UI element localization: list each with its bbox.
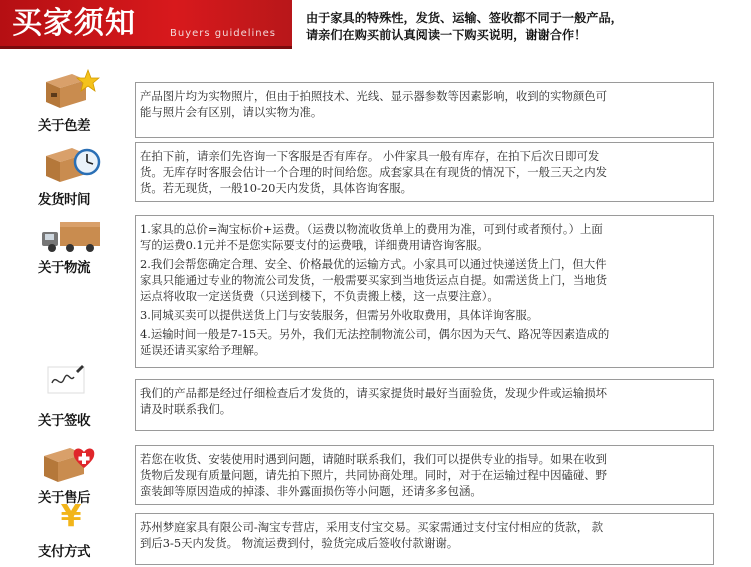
box-clock-icon <box>42 142 102 184</box>
section-label: 关于签收 <box>38 413 90 429</box>
section-label: 关于售后 <box>38 490 90 506</box>
text-line: 1.家具的总价=淘宝标价+运费。（运费以物流收货单上的费用为准，可到付或者预付。）上面 <box>140 222 603 236</box>
section-text-box <box>135 379 714 431</box>
yen-icon: ¥ <box>60 499 82 534</box>
box-cross-icon <box>40 442 100 484</box>
text-line: 家具只能通过专业的物流公司发货，一般需要买家到当地货运点自提。如需送货上门，当地货 <box>140 273 608 287</box>
text-line: 2.我们会帮您确定合理、安全、价格最优的运输方式。小家具可以通过快递送货上门，但大件 <box>140 257 607 271</box>
text-line: 3.同城买卖可以提供送货上门与安装服务，但需另外收取费用，具体详询客服。 <box>140 308 539 322</box>
section-label: 关于物流 <box>38 260 90 276</box>
section-label: 支付方式 <box>38 544 90 560</box>
section-text-box <box>135 445 714 505</box>
box-star-icon <box>42 68 100 110</box>
text-line: 请及时联系我们。 <box>140 402 232 416</box>
signature-icon <box>44 363 88 399</box>
header <box>0 0 751 48</box>
section-label: 关于色差 <box>38 118 90 134</box>
text-line: 货。若无现货，一般10-20天内发货，具体咨询客服。 <box>140 181 413 195</box>
section-text-box <box>135 82 714 138</box>
section-label: 发货时间 <box>38 192 90 208</box>
text-line: 写的运费0.1元并不是您实际要支付的运费哦，详细费用请咨询客服。 <box>140 238 489 252</box>
truck-icon <box>40 220 102 254</box>
text-line: 延误还请买家给予理解。 <box>140 343 266 357</box>
section-text-box <box>135 142 714 202</box>
text-line: 到后3-5天内发货。 物流运费到付，验货完成后签收付款谢谢。 <box>140 536 459 550</box>
text-line: 产品图片均为实物照片，但由于拍照技术、光线、显示器参数等因素影响，收到的实物颜色可 <box>140 89 608 103</box>
text-line: 蛮装卸等原因造成的掉漆、非外露面损伤等小问题，还请多多包涵。 <box>140 484 482 498</box>
text-line: 若您在收货、安装使用时遇到问题，请随时联系我们，我们可以提供专业的指导。如果在收到 <box>140 452 608 466</box>
text-line: 在拍下前，请亲们先咨询一下客服是否有库存。 小件家具一般有库存，在拍下后次日即可发 <box>140 149 600 163</box>
text-line: 苏州梦庭家具有限公司-淘宝专营店，采用支付宝交易。买家需通过支付宝付相应的货款， 款 <box>140 520 604 534</box>
text-line: 货。无库存时客服会估计一个合理的时间给您。成套家具在有现货的情况下，一般三天之内发 <box>140 165 608 179</box>
header-notice <box>306 10 746 44</box>
text-line: 运点将收取一定送货费（只送到楼下，不负责搬上楼，这一点要注意）。 <box>140 289 499 303</box>
header-underline <box>0 46 292 49</box>
text-line: 能与照片会有区别，请以实物为准。 <box>140 105 323 119</box>
notice-line: 由于家具的特殊性，发货、运输、签收都不同于一般产品， <box>306 11 623 25</box>
notice-line: 请亲们在购买前认真阅读一下购买说明，谢谢合作！ <box>306 28 587 42</box>
page-subtitle: Buyers guidelines <box>170 28 276 39</box>
section-text-box <box>135 215 714 368</box>
text-line: 我们的产品都是经过仔细检查后才发货的，请买家提货时最好当面验货，发现少件或运输损坏 <box>140 386 608 400</box>
page-title: 买家须知 <box>12 6 136 41</box>
header-banner <box>0 0 292 48</box>
section-text-box <box>135 513 714 565</box>
text-line: 货物后发现有质量问题，请先拍下照片，共同协商处理。同时，对于在运输过程中因磕碰、野 <box>140 468 608 482</box>
text-line: 4.运输时间一般是7-15天。另外，我们无法控制物流公司，偶尔因为天气、路况等因素造成的 <box>140 327 610 341</box>
